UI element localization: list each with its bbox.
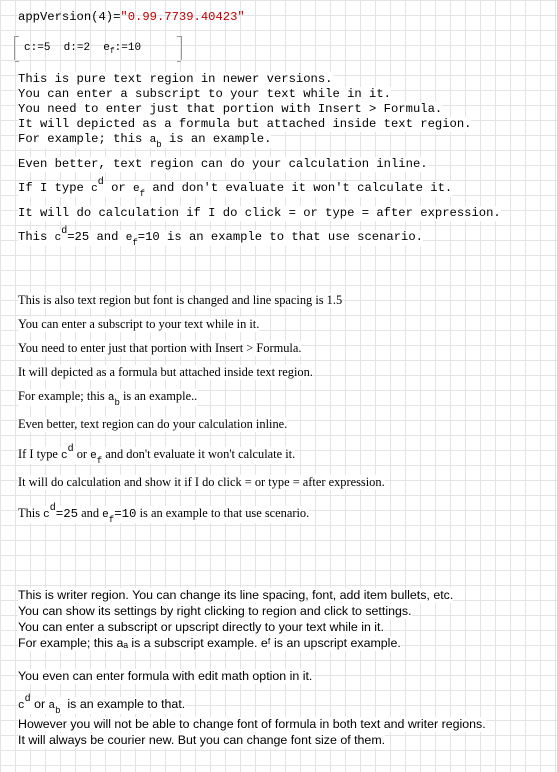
math-subscript-f: f (96, 456, 103, 466)
text-region-1-line: Even better, text region can do your calculation inline. (18, 157, 428, 171)
text-segment: This (18, 506, 44, 520)
math-var-e: e (102, 509, 109, 521)
text-segment: is an example to that. (60, 697, 186, 711)
math-var-c: c (91, 183, 98, 195)
writer-region-line: It will always be courier new. But you can change font size of them. (18, 733, 386, 747)
def-e-value: 10 (127, 42, 142, 54)
text-region-1-eval-line (18, 226, 423, 248)
text-region-1-line: It will do calculation if I do click = or type = after expression. (18, 206, 501, 220)
text-region-2-inline-line (18, 444, 296, 466)
def-e-subscript: f (109, 47, 115, 56)
def-d-value: 2 (83, 42, 91, 54)
math-var-a: a (48, 700, 56, 712)
math-var-e: e (133, 183, 140, 195)
math-var-e: e (90, 450, 97, 462)
def-e-assign: := (114, 42, 128, 54)
writer-region-line: You can show its settings by right clicking to region and click to settings. (18, 604, 412, 618)
text-segment: and don't evaluate it won't calculate it. (145, 181, 453, 195)
math-subscript-b: b (156, 140, 162, 150)
math-var-e: e (125, 232, 133, 244)
math-result-2: =10 (137, 230, 160, 244)
math-subscript-b: b (114, 398, 120, 408)
text-region-1-line: This is pure text region in newer versions. (18, 72, 333, 86)
writer-region-line: This is writer region. You can change its line spacing, font, add item bullets, etc. (18, 588, 454, 602)
math-superscript-d: d (24, 694, 31, 705)
def-d-assign: := (70, 42, 84, 54)
math-var-c: c (43, 509, 50, 521)
text-segment: and don't evaluate it won't calculate it. (102, 447, 296, 461)
text-region-2-line: Even better, text region can do your calculation inline. (18, 417, 288, 431)
text-segment: is an example to that use scenario. (159, 230, 423, 244)
def-e-var: e (103, 42, 110, 54)
text-segment: is an example. (161, 132, 272, 146)
text-segment: or (30, 697, 49, 711)
text-region-2-line: You can enter a subscript to your text while in it. (18, 317, 260, 331)
text-segment: If I type (18, 447, 62, 461)
math-superscript-d: d (61, 226, 68, 237)
math-subscript-f: f (139, 189, 146, 199)
math-var-a: a (107, 392, 115, 404)
text-segment: or (103, 181, 134, 195)
text-region-2-line: You need to enter just that portion with Insert > Formula. (18, 341, 302, 355)
text-region-2-eval-line (18, 503, 310, 525)
math-result-1: =25 (67, 230, 90, 244)
def-c-var: c (24, 42, 31, 54)
math-subscript-f: f (108, 515, 115, 525)
math-var-a: a (149, 134, 157, 146)
text-region-2-line: It will depicted as a formula but attached inside text region. (18, 365, 313, 379)
writer-region-line: However you will not be able to change font of formula in both text and writer regions. (18, 717, 486, 731)
writer-region-formula-line (18, 694, 186, 716)
text-segment: is an example.. (119, 389, 198, 403)
text-region-1-line: It will depicted as a formula but attached inside text region. (18, 117, 472, 131)
text-region-1-line: You need to enter just that portion with Insert > Formula. (18, 102, 443, 116)
text-region-1-line: You can enter a subscript to your text while in it. (18, 87, 391, 101)
math-superscript-d: d (67, 444, 74, 455)
text-segment: If I type (18, 181, 92, 195)
text-region-2-example-line (18, 389, 197, 406)
text-segment: This (18, 230, 55, 244)
writer-region-line: You even can enter formula with edit math option in it. (18, 669, 313, 683)
math-subscript-b: b (55, 706, 61, 716)
math-subscript-f: f (132, 238, 138, 248)
writer-region-line: For example; this aₐ is a subscript example. eᶠ is an upscript example. (18, 636, 401, 650)
text-segment: For example; this (18, 132, 150, 146)
def-c-assign: := (30, 42, 44, 54)
writer-region-line: You can enter a subscript or upscript directly to your text while in it. (18, 620, 384, 634)
math-superscript-d: d (49, 503, 56, 514)
text-segment: or (73, 447, 91, 461)
def-c-value: 5 (43, 42, 51, 54)
math-var-c: c (18, 700, 25, 712)
app-version-call: appVersion(4) (18, 10, 114, 24)
math-superscript-d: d (97, 177, 104, 188)
text-region-1-inline-line (18, 177, 453, 199)
text-region-2-line: This is also text region but font is changed and line spacing is 1.5 (18, 293, 343, 307)
equals-sign: = (113, 10, 121, 24)
app-version-expression[interactable] (18, 10, 245, 25)
text-region-1-example-line (18, 132, 271, 148)
text-segment: is an example to that use scenario. (136, 506, 310, 520)
math-result-1: =25 (55, 507, 79, 521)
text-segment: For example; this (18, 389, 108, 403)
def-d-var: d (63, 42, 71, 54)
definitions-content (24, 42, 141, 55)
math-var-c: c (54, 232, 62, 244)
text-region-2-line: It will do calculation and show it if I do click = or type = after expression. (18, 475, 385, 489)
math-result-2: =10 (114, 507, 137, 521)
math-var-c: c (61, 450, 68, 462)
app-version-value: "0.99.7739.40423" (120, 10, 245, 24)
text-segment: and (78, 506, 103, 520)
text-segment: and (89, 230, 126, 244)
